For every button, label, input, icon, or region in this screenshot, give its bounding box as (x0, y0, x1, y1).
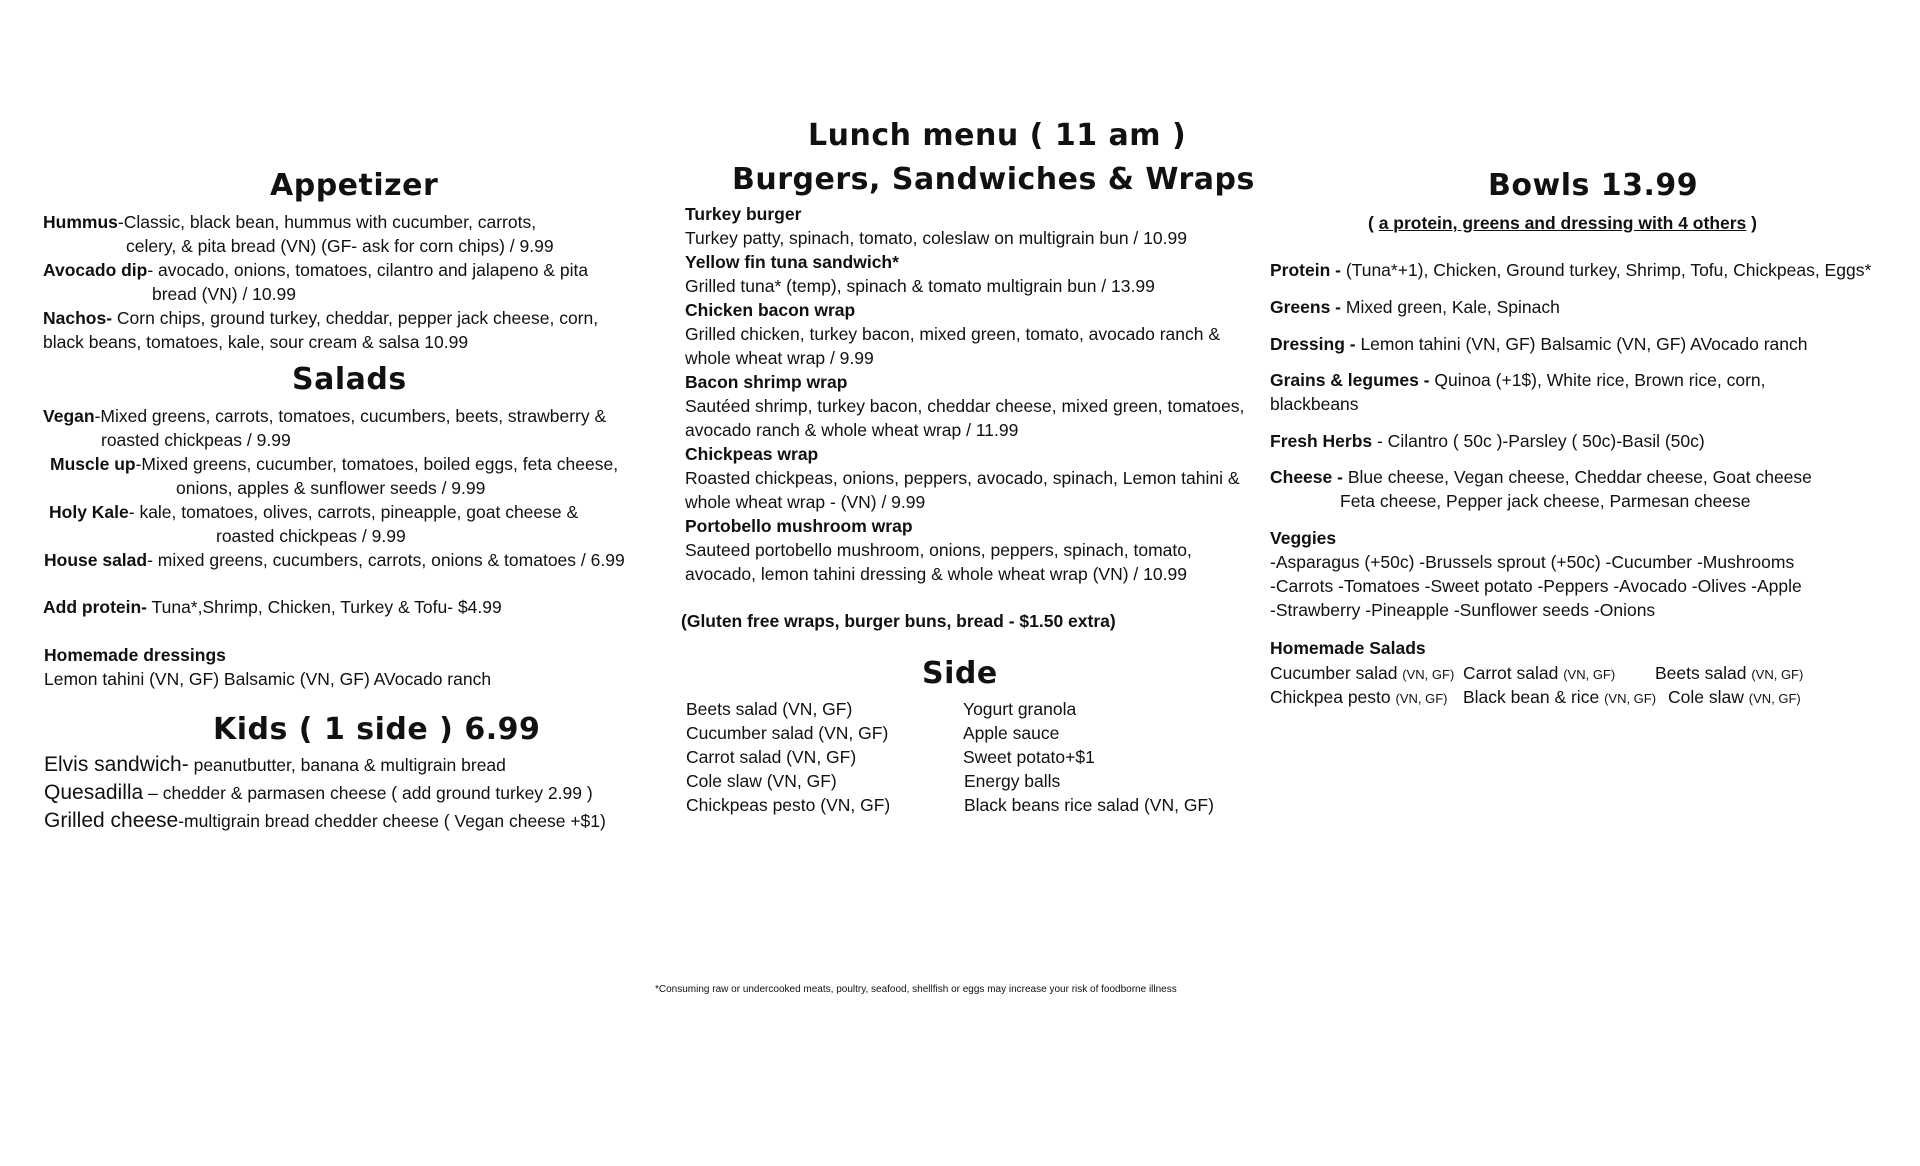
item-tag: (VN, GF) (1748, 691, 1801, 706)
item-desc: - avocado, onions, tomatoes, cilantro and jalapeno & pita (147, 260, 589, 280)
side-item: Black beans rice salad (VN, GF) (964, 795, 1214, 815)
side-item: Energy balls (964, 771, 1061, 791)
salad-item-desc: roasted chickpeas / 9.99 (216, 526, 406, 546)
item-tag: (VN, GF) (1395, 691, 1448, 706)
bowl-veggies-line: -Asparagus (+50c) -Brussels sprout (+50c) -Cucumber -Mushrooms (1270, 552, 1795, 572)
burger-item-desc: Sautéed shrimp, turkey bacon, cheddar cheese, mixed green, tomatoes, (685, 396, 1245, 416)
salad-item (49, 500, 578, 524)
bowls-subheading-close: ) (1746, 213, 1757, 233)
item-desc: - kale, tomatoes, olives, carrots, pineapple, goat cheese & (128, 502, 579, 522)
burger-item-desc: avocado ranch & whole wheat wrap / 11.99 (685, 420, 1019, 440)
item-name: Cole slaw (1668, 687, 1744, 707)
burger-item-name: Bacon shrimp wrap (685, 372, 848, 392)
item-desc: Corn chips, ground turkey, cheddar, pepper jack cheese, corn, (112, 308, 599, 328)
item-desc: – chedder & parmasen cheese ( add ground turkey 2.99 ) (143, 783, 593, 803)
burger-item-name: Portobello mushroom wrap (685, 516, 913, 536)
homemade-salad-item (1270, 661, 1454, 687)
bowl-grains (1270, 368, 1766, 392)
item-name: Avocado dip (43, 260, 148, 280)
gluten-note: (Gluten free wraps, burger buns, bread - $1.50 extra) (681, 611, 1116, 631)
kids-item (44, 753, 506, 777)
item-tag: (VN, GF) (1751, 667, 1804, 682)
bowl-greens-label: Greens - (1270, 297, 1341, 317)
side-item: Beets salad (VN, GF) (686, 699, 853, 719)
item-desc: -Classic, black bean, hummus with cucumber, carrots, (117, 212, 537, 232)
burger-item-desc: Sauteed portobello mushroom, onions, peppers, spinach, tomato, (685, 540, 1192, 560)
salad-item (44, 548, 625, 572)
burger-item-desc: Roasted chickpeas, onions, peppers, avocado, spinach, Lemon tahini & (685, 468, 1240, 488)
bowl-greens-text: Mixed green, Kale, Spinach (1341, 297, 1560, 317)
burger-item-name: Turkey burger (685, 204, 802, 224)
salad-item (50, 452, 618, 476)
appetizer-item-desc: black beans, tomatoes, kale, sour cream & salsa 10.99 (43, 332, 469, 352)
salad-item (43, 404, 606, 428)
add-protein (43, 595, 502, 619)
item-desc: - mixed greens, cucumbers, carrots, onions & tomatoes / 6.99 (147, 550, 625, 570)
side-item: Yogurt granola (963, 699, 1077, 719)
bowl-cheese (1270, 465, 1812, 489)
bowl-grains-cont: blackbeans (1270, 394, 1359, 414)
homemade-salad-item (1668, 685, 1801, 711)
bowl-veggies-label: Veggies (1270, 528, 1337, 548)
bowl-cheese-label: Cheese - (1270, 467, 1343, 487)
item-desc: peanutbutter, banana & multigrain bread (188, 755, 506, 775)
side-heading: Side (922, 656, 998, 691)
bowl-cheese-text: Blue cheese, Vegan cheese, Cheddar cheese, Goat cheese (1342, 467, 1812, 487)
bowl-veggies-line: -Carrots -Tomatoes -Sweet potato -Peppers -Avocado -Olives -Apple (1270, 576, 1802, 596)
homemade-salad-item (1655, 661, 1803, 687)
item-name: Chickpea pesto (1270, 687, 1391, 707)
appetizer-item-desc: celery, & pita bread (VN) (GF- ask for corn chips) / 9.99 (126, 236, 554, 256)
item-name: Nachos- (43, 308, 113, 328)
bowl-herbs-label: Fresh Herbs (1270, 431, 1373, 451)
homemade-salad-item (1463, 661, 1615, 687)
item-name: Elvis sandwich- (44, 753, 189, 776)
item-name: Hummus (43, 212, 118, 232)
salad-item-desc: roasted chickpeas / 9.99 (101, 430, 291, 450)
bowl-protein-text: (Tuna*+1), Chicken, Ground turkey, Shrimp, Tofu, Chickpeas, Eggs* (1340, 260, 1872, 280)
bowls-subheading (1368, 211, 1757, 235)
bowl-herbs-text: - Cilantro ( 50c )-Parsley ( 50c)-Basil (50c) (1372, 431, 1705, 451)
item-name: Holy Kale (49, 502, 129, 522)
burger-item-name: Chicken bacon wrap (685, 300, 856, 320)
side-item: Apple sauce (963, 723, 1060, 743)
dressings-text: Lemon tahini (VN, GF) Balsamic (VN, GF) AVocado ranch (44, 669, 492, 689)
dressings-heading: Homemade dressings (44, 645, 226, 665)
appetizer-heading: Appetizer (270, 168, 439, 203)
bowl-protein (1270, 258, 1871, 282)
bowl-protein-label: Protein - (1270, 260, 1341, 280)
footer-disclaimer: *Consuming raw or undercooked meats, poultry, seafood, shellfish or eggs may increase your risk of foodborne illness (655, 984, 1177, 995)
homemade-salad-item (1463, 685, 1656, 711)
item-name: Beets salad (1655, 663, 1747, 683)
item-tag: (VN, GF) (1604, 691, 1657, 706)
kids-item (44, 781, 593, 805)
burger-item-name: Chickpeas wrap (685, 444, 819, 464)
bowl-cheese-cont: Feta cheese, Pepper jack cheese, Parmesan cheese (1340, 491, 1751, 511)
homemade-salad-item (1270, 685, 1448, 711)
add-protein-label: Add protein- (43, 597, 148, 617)
burgers-heading: Burgers, Sandwiches & Wraps (732, 162, 1255, 197)
bowl-grains-text: Quinoa (+1$), White rice, Brown rice, corn, (1429, 370, 1766, 390)
burger-item-desc: whole wheat wrap - (VN) / 9.99 (685, 492, 926, 512)
burger-item-desc: whole wheat wrap / 9.99 (685, 348, 874, 368)
item-name: Cucumber salad (1270, 663, 1398, 683)
item-tag: (VN, GF) (1563, 667, 1616, 682)
item-tag: (VN, GF) (1402, 667, 1455, 682)
item-name: Muscle up (50, 454, 136, 474)
kids-heading: Kids ( 1 side ) 6.99 (213, 712, 541, 747)
item-name: Carrot salad (1463, 663, 1559, 683)
side-item: Cole slaw (VN, GF) (686, 771, 837, 791)
burger-item-desc: Grilled tuna* (temp), spinach & tomato multigrain bun / 13.99 (685, 276, 1155, 296)
appetizer-item-desc: bread (VN) / 10.99 (152, 284, 296, 304)
bowls-heading: Bowls 13.99 (1488, 168, 1699, 203)
side-item: Chickpeas pesto (VN, GF) (686, 795, 891, 815)
kids-item (44, 809, 606, 833)
side-item: Carrot salad (VN, GF) (686, 747, 857, 767)
item-desc: -Mixed greens, cucumber, tomatoes, boiled eggs, feta cheese, (135, 454, 619, 474)
bowls-subheading-open: ( (1368, 213, 1379, 233)
appetizer-item (43, 306, 598, 330)
bowl-grains-label: Grains & legumes - (1270, 370, 1430, 390)
item-name: Black bean & rice (1463, 687, 1600, 707)
bowl-dressing-label: Dressing - (1270, 334, 1356, 354)
bowl-dressing-text: Lemon tahini (VN, GF) Balsamic (VN, GF) AVocado ranch (1355, 334, 1808, 354)
homemade-salads-heading: Homemade Salads (1270, 638, 1426, 658)
bowl-greens (1270, 295, 1560, 319)
salad-item-desc: onions, apples & sunflower seeds / 9.99 (176, 478, 486, 498)
salads-heading: Salads (292, 362, 407, 397)
burger-item-name: Yellow fin tuna sandwich* (685, 252, 899, 272)
burger-item-desc: avocado, lemon tahini dressing & whole wheat wrap (VN) / 10.99 (685, 564, 1187, 584)
bowl-dressing (1270, 332, 1808, 356)
bowl-herbs (1270, 429, 1705, 453)
burger-item-desc: Grilled chicken, turkey bacon, mixed green, tomato, avocado ranch & (685, 324, 1220, 344)
item-name: Vegan (43, 406, 95, 426)
side-item: Cucumber salad (VN, GF) (686, 723, 889, 743)
appetizer-item (43, 258, 588, 282)
appetizer-item (43, 210, 536, 234)
menu-title: Lunch menu ( 11 am ) (808, 118, 1187, 153)
add-protein-text: Tuna*,Shrimp, Chicken, Turkey & Tofu- $4.99 (147, 597, 502, 617)
burger-item-desc: Turkey patty, spinach, tomato, coleslaw on multigrain bun / 10.99 (685, 228, 1187, 248)
item-name: Quesadilla (44, 781, 144, 804)
item-desc: -Mixed greens, carrots, tomatoes, cucumbers, beets, strawberry & (94, 406, 607, 426)
item-desc: -multigrain bread chedder cheese ( Vegan cheese +$1) (178, 811, 606, 831)
item-name: Grilled cheese (44, 809, 179, 832)
side-item: Sweet potato+$1 (963, 747, 1095, 767)
bowl-veggies-line: -Strawberry -Pineapple -Sunflower seeds -Onions (1270, 600, 1656, 620)
item-name: House salad (44, 550, 148, 570)
bowls-subheading-text: a protein, greens and dressing with 4 others (1378, 213, 1747, 233)
